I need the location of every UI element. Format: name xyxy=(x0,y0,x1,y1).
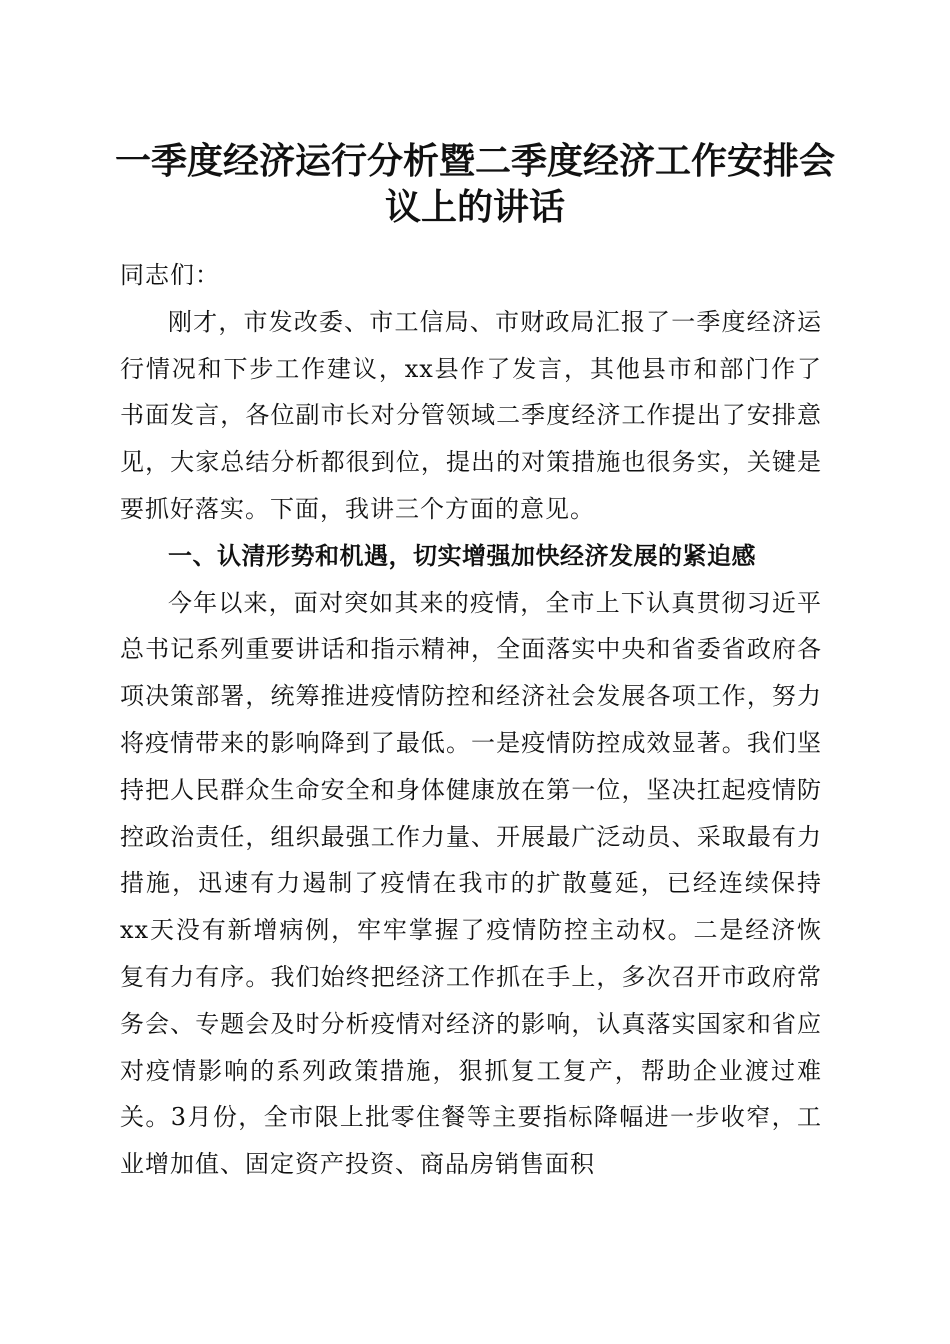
title-line-1: 一季度经济运行分析暨二季度经济工作安排会 xyxy=(114,140,835,182)
paragraph-opening: 刚才，市发改委、市工信局、市财政局汇报了一季度经济运行情况和下步工作建议，xx县作了发言，其他县市和部门作了书面发言，各位副市长对分管领域二季度经济工作提出了安排意见，大家总结分析都很到位，提出的对策措施也很务实，关键是要抓好落实。下面，我讲三个方面的意见。 xyxy=(120,307,822,523)
document-title xyxy=(100,138,850,230)
section-heading-1: 一、认清形势和机遇，切实增强加快经济发展的紧迫感 xyxy=(168,541,756,570)
paragraph-situation: 今年以来，面对突如其来的疫情，全市上下认真贯彻习近平总书记系列重要讲话和指示精神，全面落实中央和省委省政府各项决策部署，统筹推进疫情防控和经济社会发展各项工作，努力将疫情带来的影响降到了最低。一是疫情防控成效显著。我们坚持把人民群众生命安全和身体健康放在第一位，坚决扛起疫情防控政治责任，组织最强工作力量、开展最广泛动员、采取最有力措施，迅速有力遏制了疫情在我市的扩散蔓延，已经连续保持xx天没有新增病例，牢牢掌握了疫情防控主动权。二是经济恢复有力有序。我们始终把经济工作抓在手上，多次召开市政府常务会、专题会及时分析疫情对经济的影响，认真落实国家和省应对疫情影响的系列政策措施，狠抓复工复产，帮助企业渡过难关。3月份，全市限上批零住餐等主要指标降幅进一步收窄，工业增加值、固定资产投资、商品房销售面积 xyxy=(120,588,822,1179)
document-body xyxy=(120,252,822,1188)
title-line-2: 议上的讲话 xyxy=(384,186,565,228)
salutation: 同志们： xyxy=(120,261,220,289)
